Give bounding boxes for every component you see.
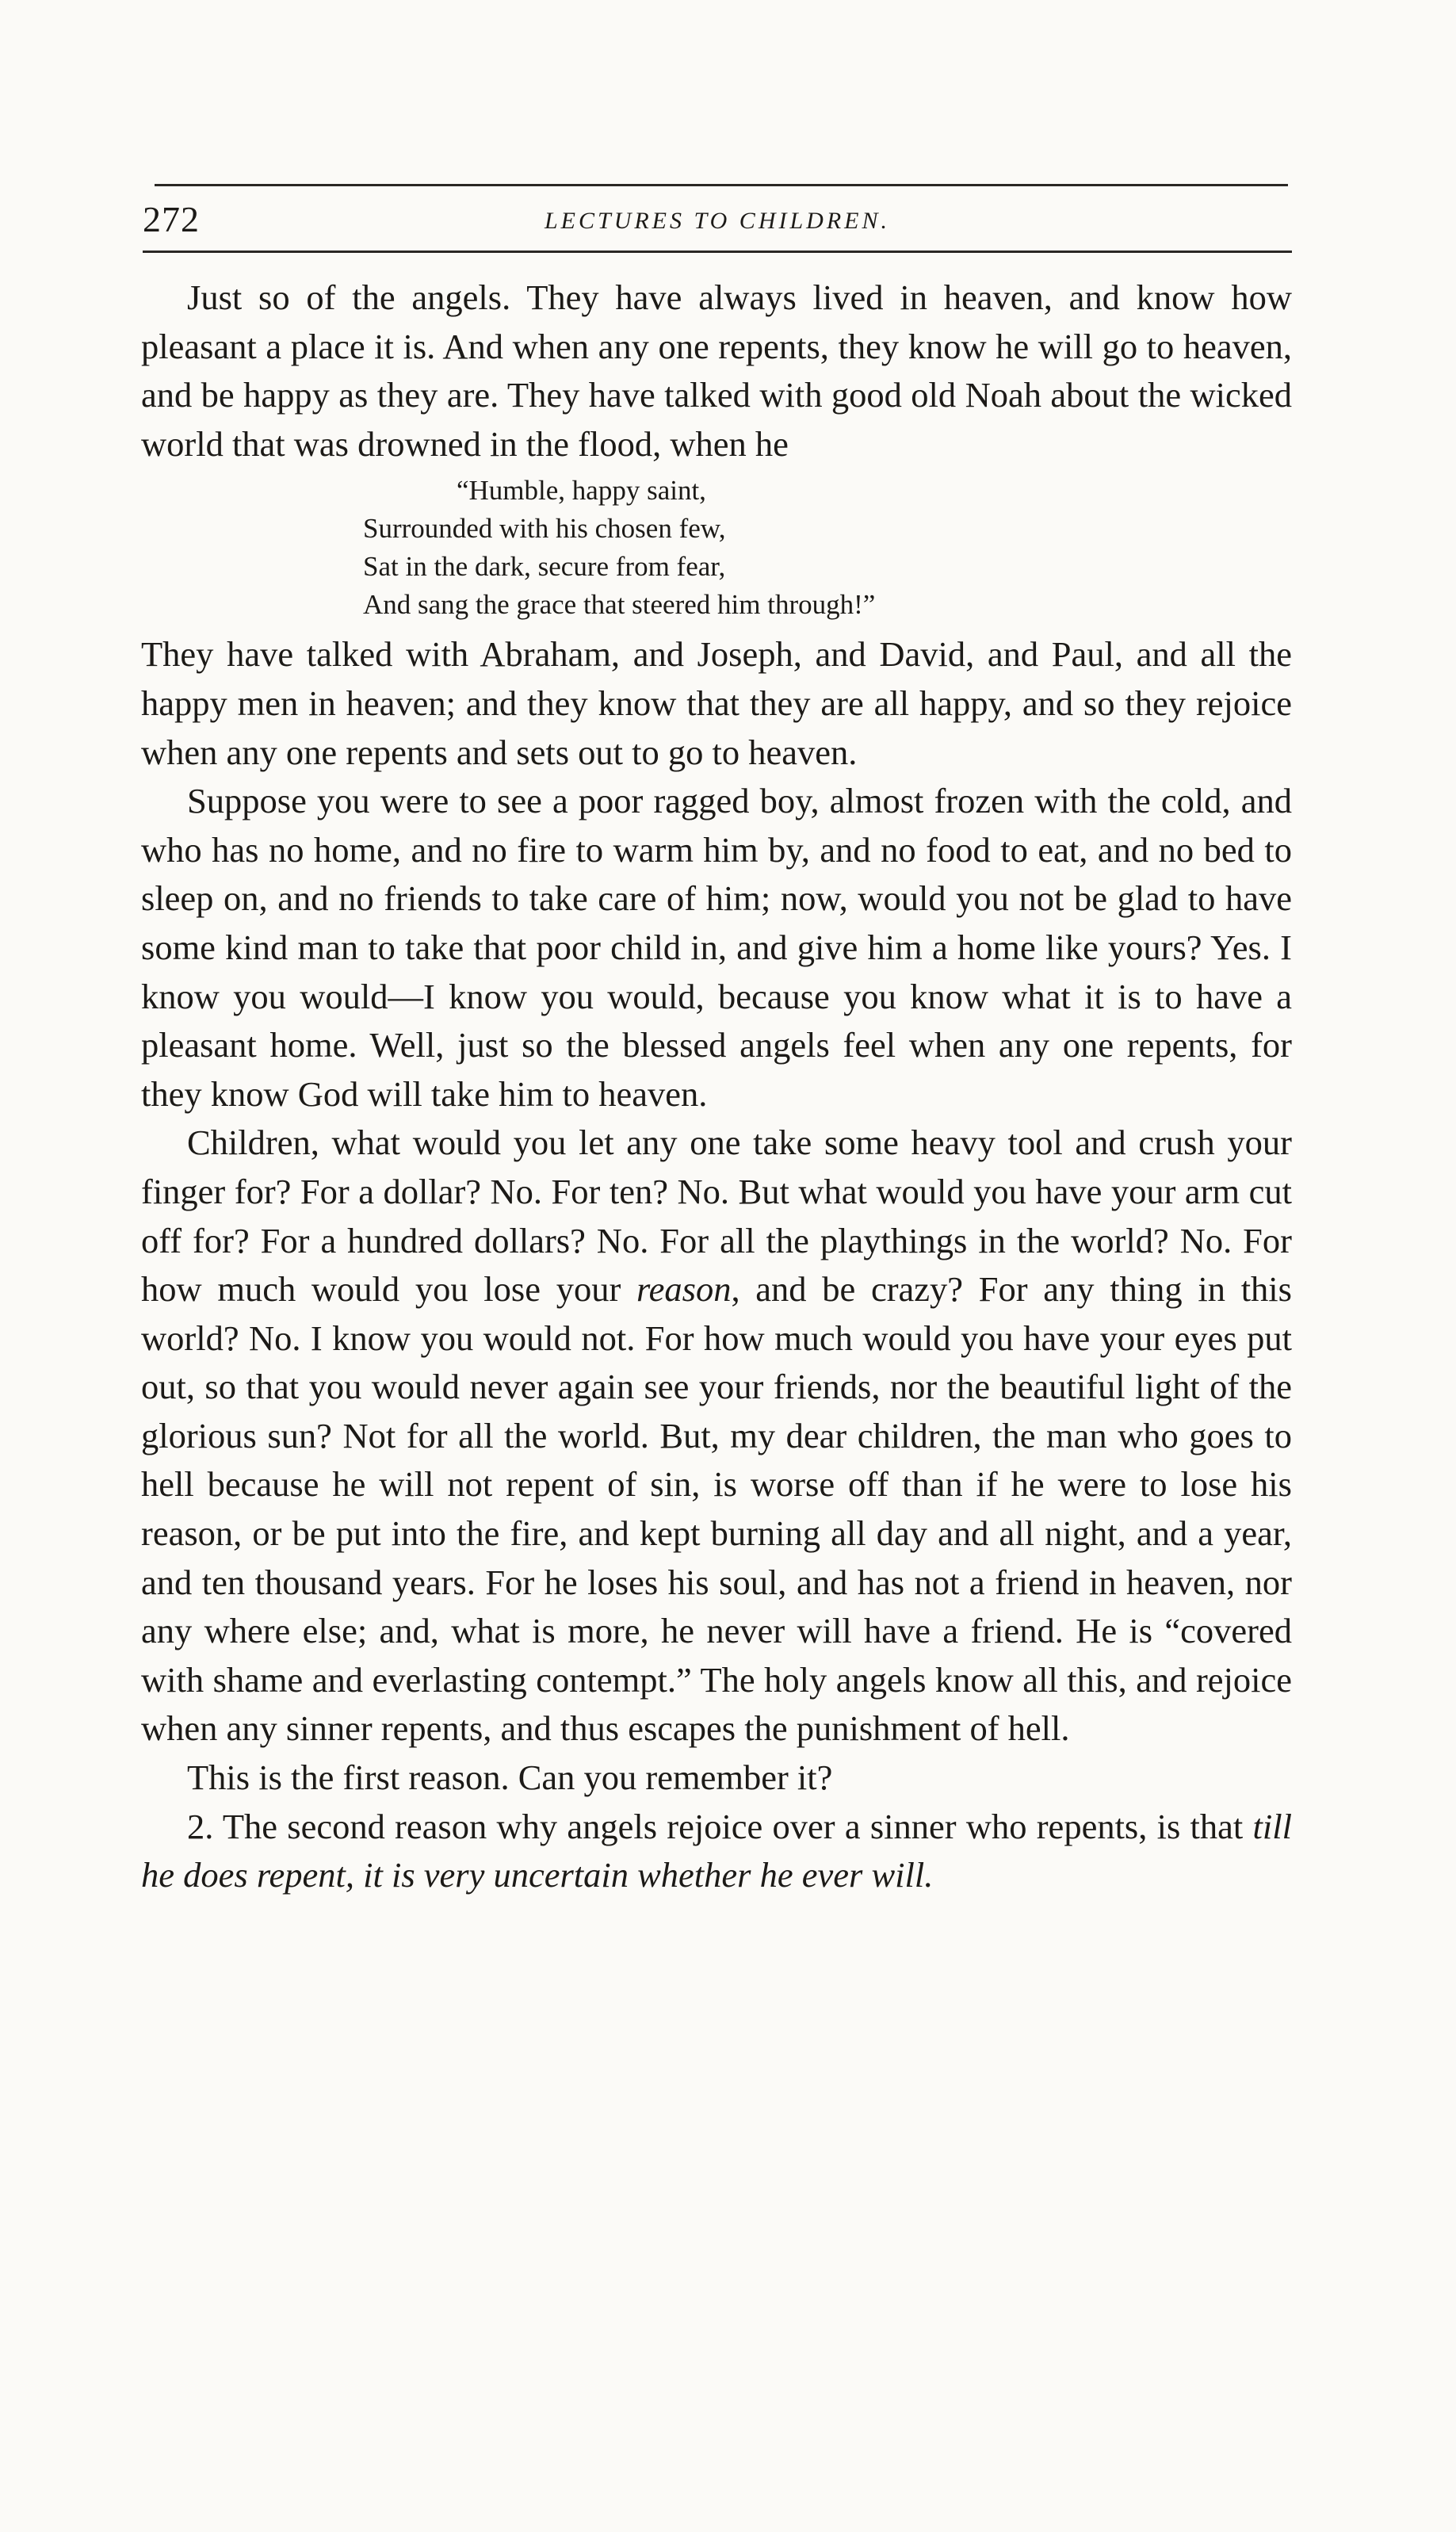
poem-line: Sat in the dark, secure from fear, [363,551,726,583]
italic-phrase: till he does repent, it is very uncertain whether he ever will. [141,1806,1292,1895]
poem-line: “Humble, happy saint, [457,475,706,507]
page-number: 272 [143,199,200,239]
italic-word: reason [636,1269,732,1310]
header-rule [143,251,1292,253]
paragraph-happy-men: They have talked with Abraham, and Joseph, and David, and Paul, and all the happy men in heaven; and they know that they are all happy, and so they rejoice when any one repents and sets out to go to heaven. [141,634,1292,772]
paragraph-children-question [141,1119,1292,1754]
paragraph-ragged-boy: Suppose you were to see a poor ragged boy, almost frozen with the cold, and who has no home, and no fire to warm him by, and no food to eat, and no bed to sleep on, and no friends to take care of him; now, would you not be glad to have some kind man to take that poor child in, and give him a home like yours? Yes. I know you would—I know you would, because you know what it is to have a pleasant home. Well, just so the blessed angels feel when any one repents, for they know God will take him to heaven. [141,781,1292,1114]
paragraph-second-reason [141,1803,1292,1900]
top-rule [155,184,1288,186]
paragraph-angels: Just so of the angels. They have always lived in heaven, and know how pleasant a place it is. And when any one repents, they know he will go to heaven, and be happy as they are. They have talked with good old Noah about the wicked world that was drowned in the flood, when he [141,277,1292,464]
poem-line: Surrounded with his chosen few, [363,513,726,545]
paragraph-first-reason: This is the first reason. Can you remember it? [187,1757,833,1798]
poem-quote [141,472,1292,624]
body-text [141,273,1292,1900]
poem-line: And sang the grace that steered him through!” [363,589,876,621]
text-run: Children, what would you let any one take some heavy tool and crush your finger for? For a dollar? No. For ten? No. But what would you have your arm cut off for? For a hundred dollars? No. For all the playthings in the world? No. For how much would you lose your [141,1123,1292,1310]
page-header [143,198,1292,254]
text-run: 2. The second reason why angels rejoice over a sinner who repents, is that [187,1806,1253,1846]
text-run: , and be crazy? For any thing in this world? No. I know you would not. For how much would you have your eyes put out, so that you would never again see your friends, nor the beautiful light of the glorious sun? Not for all the world. But, my dear children, the man who goes to hell because he will not repent of sin, is worse off than if he were to lose his reason, or be put into the fire, and kept burning all day and all night, and a year, and ten thousand years. For he loses his soul, and has not a friend in heaven, nor any where else; and, what is more, he never will have a friend. He is “covered with shame and everlasting contempt.” The holy angels know all this, and rejoice when any sinner repents, and thus escapes the punishment of hell. [141,1269,1292,1749]
running-head: LECTURES TO CHILDREN. [544,208,890,234]
